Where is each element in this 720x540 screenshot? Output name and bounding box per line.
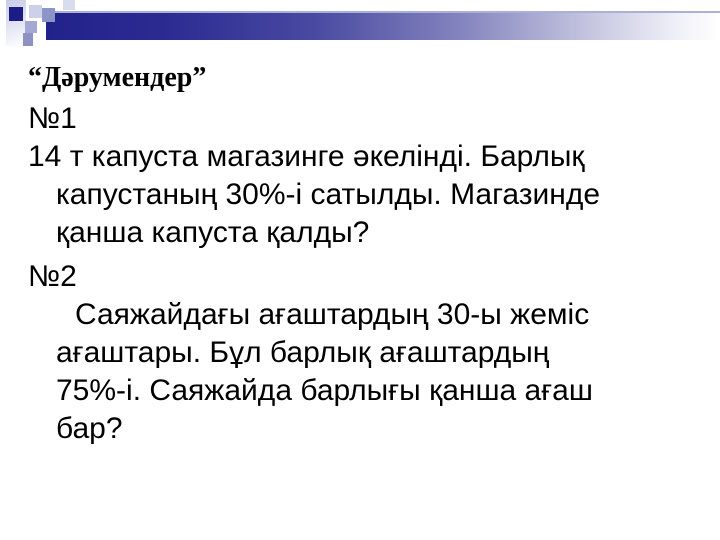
horizontal-gradient-bar [46,11,720,40]
slide-title: “Дәрумендер” [28,62,207,93]
problem1-number: №1 [28,102,77,135]
pixel-square-navy [9,7,23,21]
slide-body [28,56,683,448]
problem1-line-3: қанша капуста қалды? [56,216,370,249]
problem2-line-3: 75%-і. Саяжайда барлығы қанша ағаш [56,374,593,407]
pixel-square-pale-1 [29,5,42,18]
problem1-line-2: капустаның 30%-і сатылды. Магазинде [56,178,601,211]
problem2-line-2: ағаштары. Бұл барлық ағаштардың [56,336,550,369]
problem1-line-1: 14 т капуста магазинге әкелінді. Барлық [28,140,585,173]
problem2-line-1: Саяжайдағы ағаштардың 30-ы жеміс [75,298,590,331]
pixel-square-periwinkle [42,8,55,22]
problem2-line-4: бар? [56,412,123,445]
pixel-square-pale-2 [63,0,75,10]
problem2-number: №2 [28,260,77,293]
pixel-square-mid [25,21,37,33]
pixel-square-dark-2 [23,33,33,46]
